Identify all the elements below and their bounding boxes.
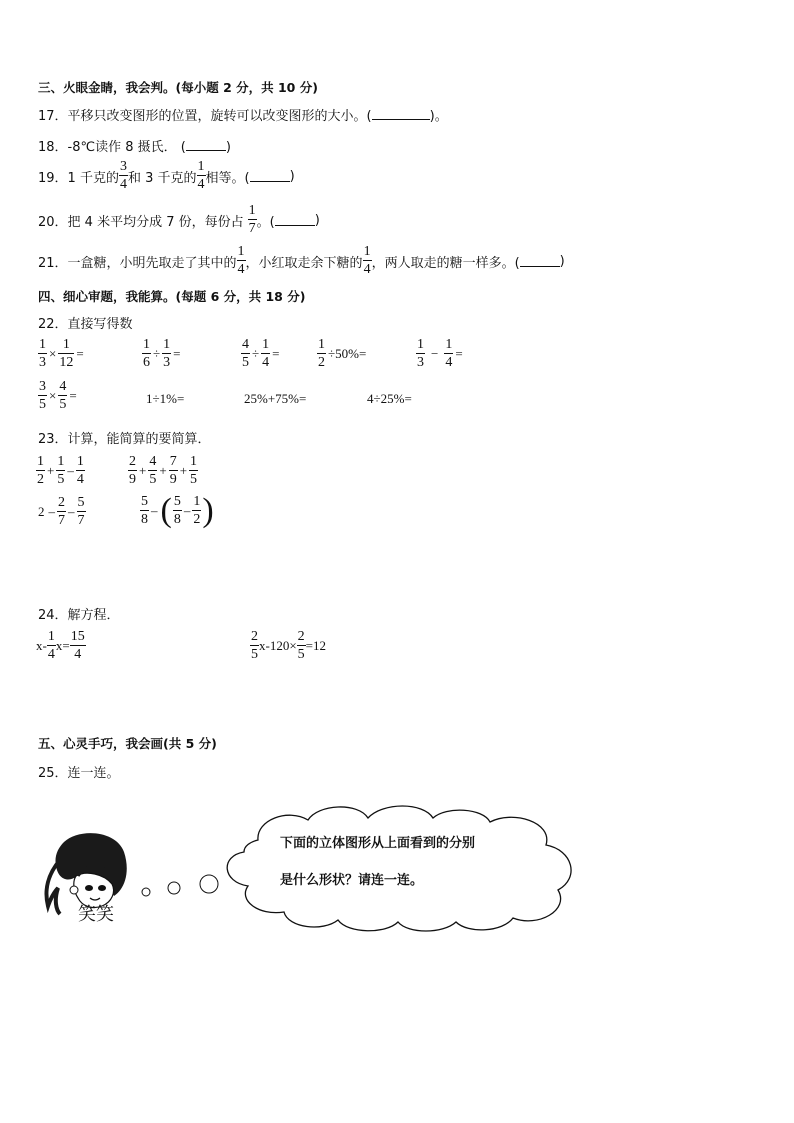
question-22-title: 22．直接写得数 — [38, 317, 133, 332]
character-name-label: 笑笑 — [78, 904, 114, 925]
minus-sign: – — [151, 503, 158, 518]
question-25-title: 25．连一连。 — [38, 766, 120, 781]
fraction-1-4: $\frac{1}{4}$ — [76, 454, 84, 487]
fraction-1-3: $\frac{1}{3}$ — [39, 337, 46, 370]
q23-expr-1 — [36, 455, 85, 487]
minus-sign: – — [67, 463, 74, 478]
section-5-title: 五、心灵手巧，我会画(共 5 分) — [38, 736, 217, 751]
divide-sign: ÷ — [252, 346, 260, 361]
equals-sign: = — [76, 346, 84, 361]
q24-equation-2 — [250, 630, 326, 662]
fraction-2-7: $\frac{2}{7}$ — [58, 495, 65, 528]
q18-text: 18．-8℃读作 8 摄氏． ( — [38, 140, 186, 155]
q19-text-c: 相等。( — [205, 170, 250, 186]
equals-sign: = — [69, 388, 77, 403]
q22-expr-3 — [241, 338, 281, 370]
fraction-1-4: $\frac{1}{4}$ — [47, 629, 55, 662]
q22-expr-9: 4÷25%= — [367, 391, 412, 406]
equals-sign: = — [173, 346, 181, 361]
fraction-1-6: $\frac{1}{6}$ — [143, 337, 150, 370]
q21-text-b: ，小红取走余下糖的 — [245, 255, 363, 271]
fraction-1-4: $\frac{1}{4}$ — [197, 159, 205, 192]
fraction-5-7: $\frac{5}{7}$ — [77, 495, 85, 528]
times-sign: × — [49, 388, 57, 403]
q19-text-a: 19．1 千克的 — [38, 170, 119, 186]
q22-expr-4 — [317, 338, 368, 370]
q19-answer-blank[interactable] — [250, 171, 290, 182]
question-19 — [38, 160, 295, 192]
section-3-title: 三、火眼金睛，我会判。(每小题 2 分，共 10 分) — [38, 80, 318, 95]
q22-expr-2 — [142, 338, 182, 370]
q20-answer-blank[interactable] — [275, 215, 315, 226]
q21-text-c: ，两人取走的糖一样多。( — [371, 255, 520, 271]
fraction-1-4: $\frac{1}{4}$ — [262, 337, 270, 370]
thought-bubble-dots — [138, 870, 228, 900]
thought-cloud — [218, 800, 583, 935]
equals-sign: = — [455, 346, 463, 361]
q23-expr-4 — [140, 494, 215, 528]
question-17 — [38, 105, 448, 124]
q17-answer-blank[interactable] — [372, 109, 430, 120]
minus-sign: – — [48, 504, 55, 519]
q18-text-end: ) — [225, 140, 231, 155]
q22-expr-7: 1÷1%= — [146, 391, 185, 406]
plus-sign: + — [47, 463, 55, 478]
fraction-1-5: $\frac{1}{5}$ — [57, 454, 65, 487]
fraction-1-5: $\frac{1}{5}$ — [190, 454, 198, 487]
right-parenthesis: ) — [202, 492, 214, 529]
question-18 — [38, 136, 231, 155]
q20-text-b: 。( — [256, 214, 275, 230]
divide-percent-text: ÷50%= — [328, 346, 367, 361]
q22-expr-5 — [416, 338, 465, 370]
q18-answer-blank[interactable] — [186, 140, 226, 151]
question-24-title: 24．解方程． — [38, 608, 120, 623]
q22-expr-1 — [38, 338, 86, 370]
fraction-4-5: $\frac{4}{5}$ — [242, 337, 249, 370]
fraction-1-2: $\frac{1}{2}$ — [193, 494, 201, 527]
bubble-text-line-1: 下面的立体图形从上面看到的分别 — [280, 836, 476, 851]
q20-text-a: 20．把 4 米平均分成 7 份，每份占 — [38, 214, 244, 230]
q19-text-b: 和 3 千克的 — [127, 170, 197, 186]
fraction-5-8: $\frac{5}{8}$ — [141, 494, 148, 527]
q24b-middle: x-120× — [259, 638, 297, 653]
plus-sign: + — [179, 463, 188, 478]
minus-sign: – — [183, 503, 191, 518]
divide-sign: ÷ — [153, 346, 161, 361]
fraction-1-12: $\frac{1}{12}$ — [59, 337, 74, 370]
q23-expr-3 — [36, 496, 86, 528]
q24a-x-minus: x- — [36, 638, 47, 653]
character-illustration — [34, 830, 144, 925]
q17-text-end: )。 — [429, 109, 448, 124]
fraction-3-4: $\frac{3}{4}$ — [119, 159, 127, 192]
times-sign: × — [49, 346, 57, 361]
number-two: 2 — [38, 504, 45, 519]
q17-text: 17．平移只改变图形的位置，旋转可以改变图形的大小。( — [38, 109, 372, 124]
fraction-1-3: $\frac{1}{3}$ — [417, 337, 424, 370]
question-23-title: 23．计算，能简算的要简算． — [38, 432, 211, 447]
fraction-2-5: $\frac{2}{5}$ — [251, 629, 258, 662]
fraction-1-4: $\frac{1}{4}$ — [237, 244, 245, 277]
q24-equation-1 — [36, 630, 86, 662]
fraction-1-2: $\frac{1}{2}$ — [37, 454, 44, 487]
fraction-2-5: $\frac{2}{5}$ — [297, 629, 305, 662]
q22-expr-8: 25%+75%= — [244, 391, 307, 406]
fraction-2-9: $\frac{2}{9}$ — [129, 454, 136, 487]
fraction-1-2: $\frac{1}{2}$ — [318, 337, 325, 370]
fraction-7-9: $\frac{7}{9}$ — [169, 454, 177, 487]
question-21 — [38, 245, 565, 277]
fraction-3-5: $\frac{3}{5}$ — [39, 379, 46, 412]
q22-expr-6 — [38, 380, 79, 412]
minus-sign: – — [68, 504, 75, 519]
fraction-15-4: $\frac{15}{4}$ — [70, 629, 85, 662]
fraction-1-7: $\frac{1}{7}$ — [248, 203, 256, 236]
q19-text-end: ) — [289, 168, 295, 184]
q23-expr-2 — [128, 455, 198, 487]
equals-sign: = — [272, 346, 280, 361]
fraction-4-5: $\frac{4}{5}$ — [59, 379, 67, 412]
q24a-x-equals: x= — [55, 638, 70, 653]
question-20 — [38, 204, 320, 236]
section-4-title: 四、细心审题，我能算。(每题 6 分，共 18 分) — [38, 289, 306, 304]
fraction-1-4: $\frac{1}{4}$ — [363, 244, 371, 277]
fraction-4-5: $\frac{4}{5}$ — [149, 454, 157, 487]
q21-answer-blank[interactable] — [520, 256, 560, 267]
q20-text-end: ) — [314, 212, 320, 228]
q21-text-a: 21．一盒糖，小明先取走了其中的 — [38, 255, 237, 271]
q21-text-end: ) — [559, 253, 565, 269]
fraction-1-4: $\frac{1}{4}$ — [445, 337, 453, 370]
minus-sign: − — [431, 346, 439, 361]
fraction-5-8: $\frac{5}{8}$ — [173, 494, 181, 527]
q24b-end: =12 — [305, 638, 327, 653]
bubble-text-line-2: 是什么形状？请连一连。 — [280, 873, 424, 888]
plus-sign: + — [159, 463, 167, 478]
plus-sign: + — [139, 463, 147, 478]
left-parenthesis: ( — [160, 492, 172, 529]
fraction-1-3: $\frac{1}{3}$ — [163, 337, 171, 370]
